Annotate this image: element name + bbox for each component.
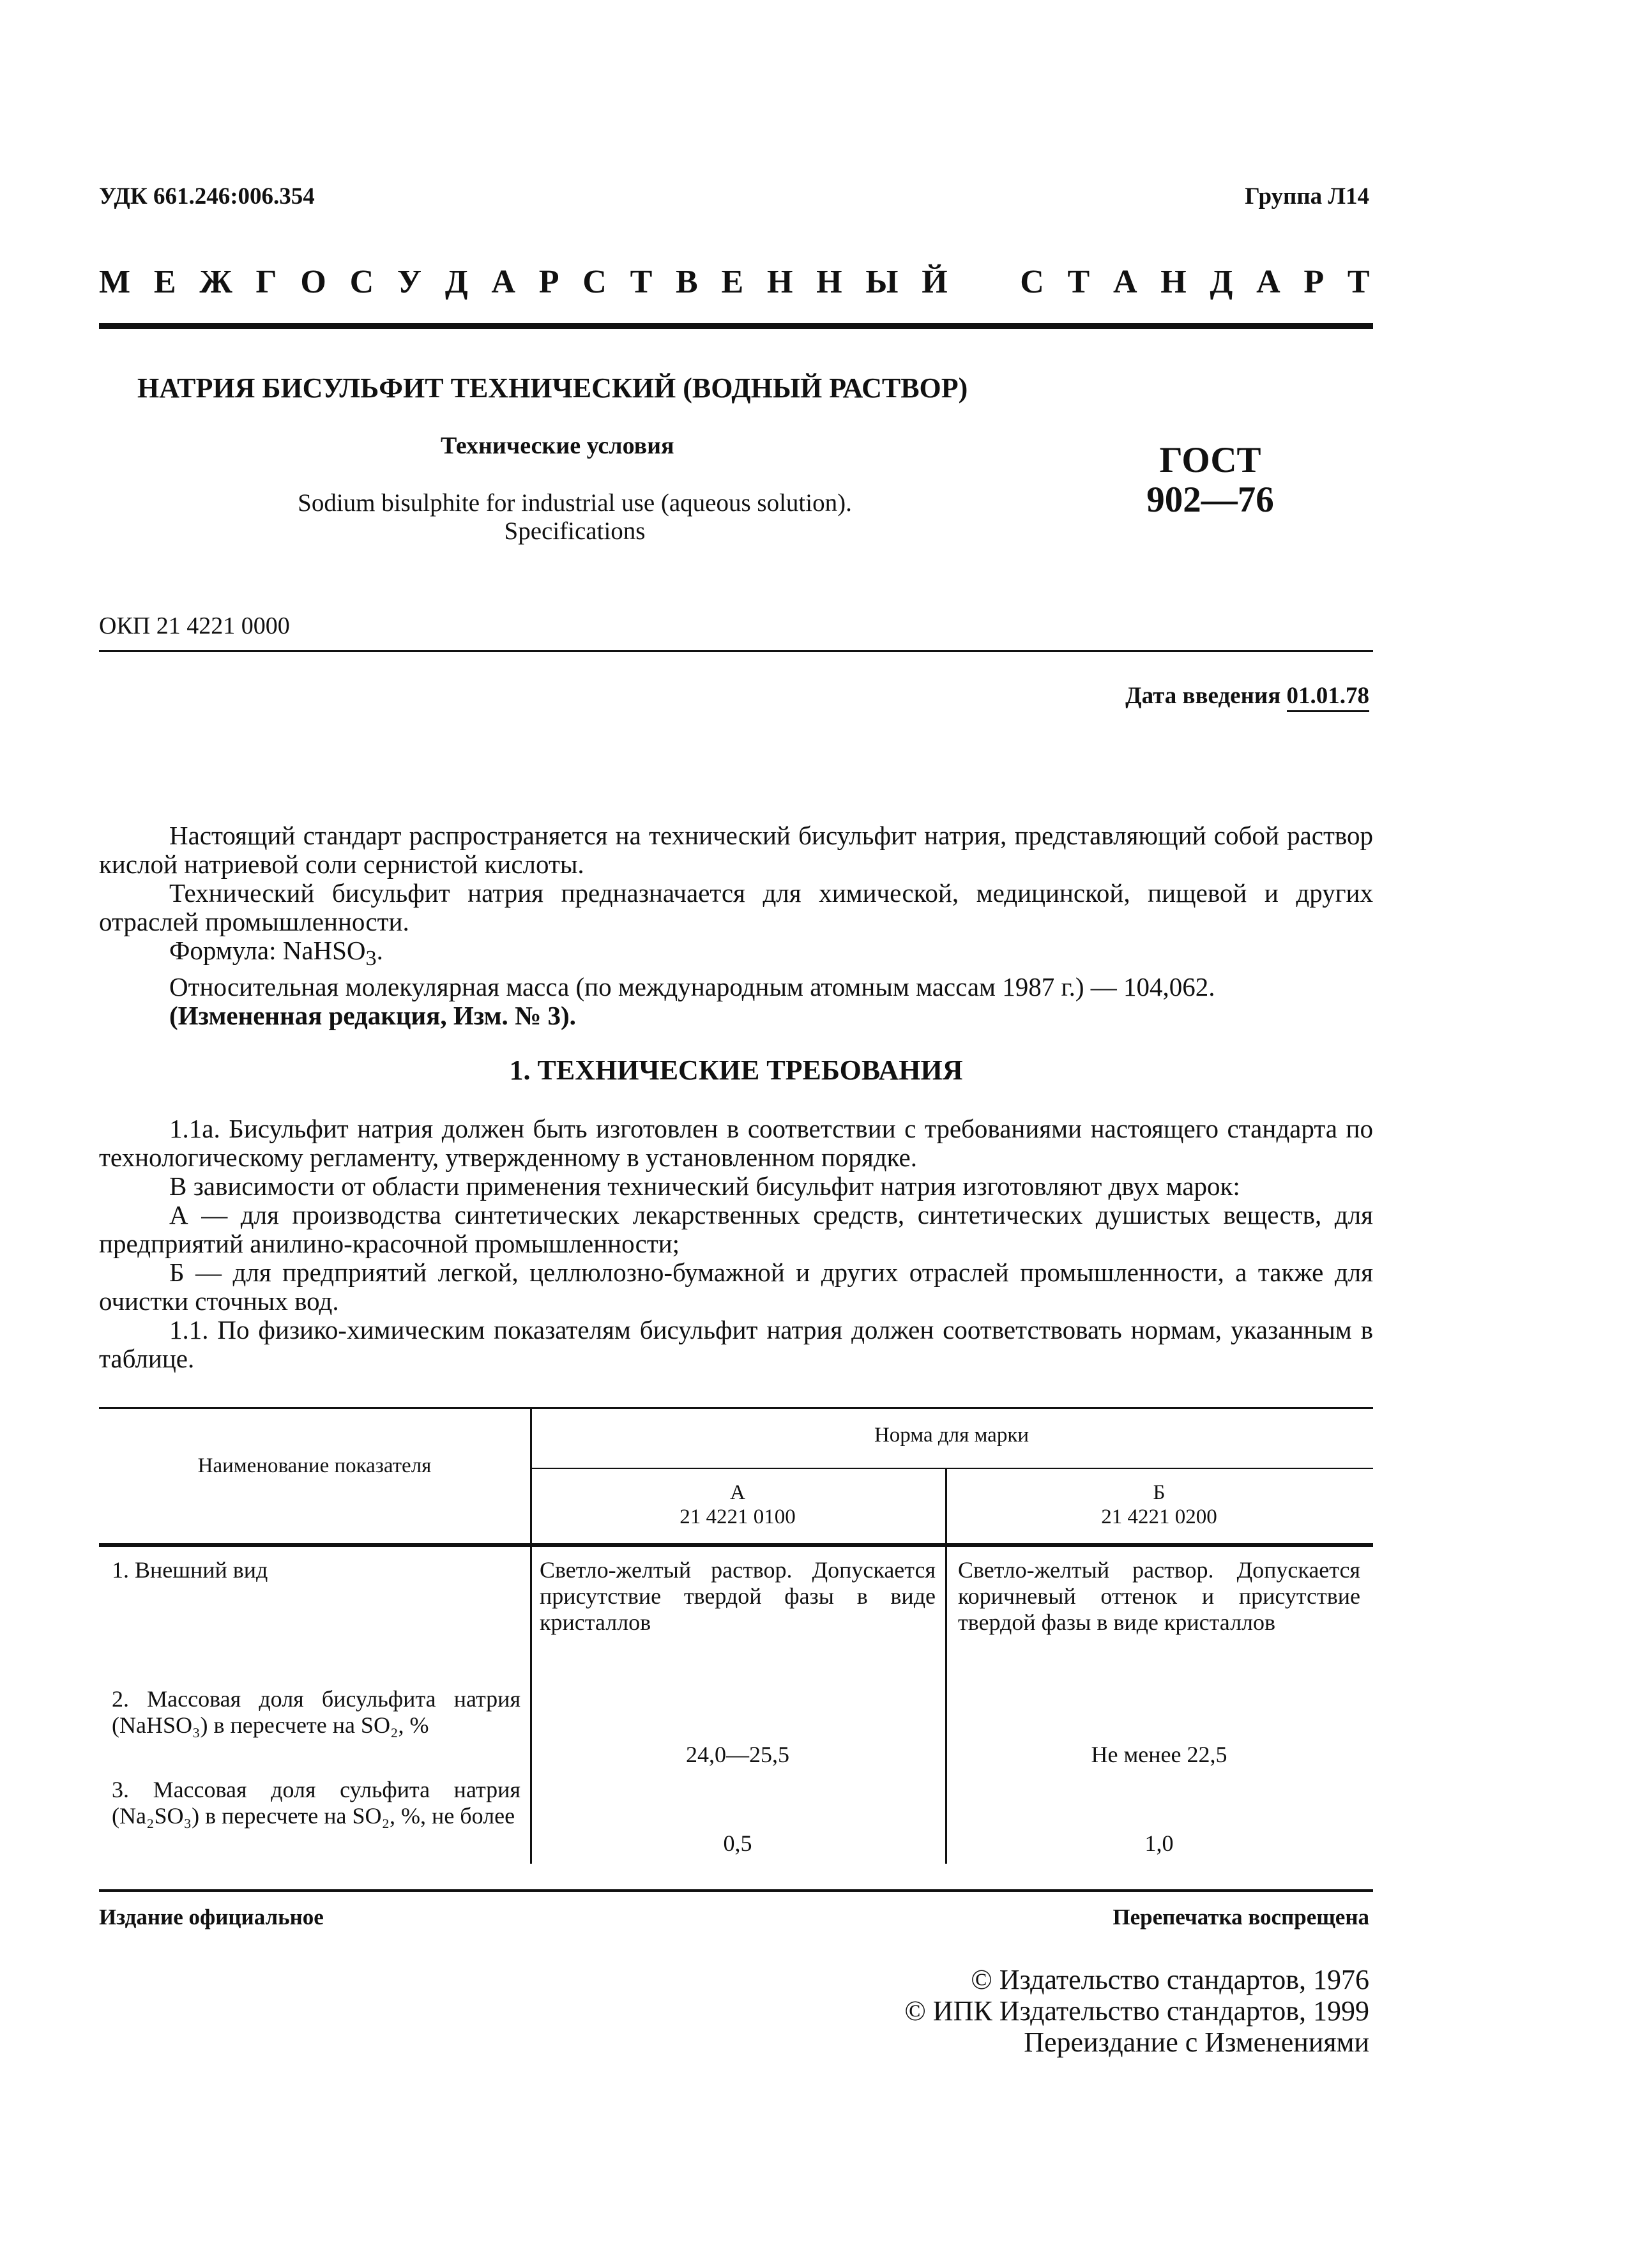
table-header-name: Наименование показателя	[197, 1454, 432, 1477]
formula-line	[99, 936, 1373, 973]
copyright-line: © Издательство стандартов, 1976	[971, 1964, 1369, 1995]
standard-type-letter: С	[1020, 264, 1044, 300]
english-title: Sodium bisulphite for industrial use (aqueous solution). Specifications	[298, 489, 852, 545]
standard-type-letter: Д	[1210, 264, 1233, 300]
standard-type-letter: В	[676, 264, 698, 300]
section-title: 1. ТЕХНИЧЕСКИЕ ТРЕБОВАНИЯ	[509, 1054, 963, 1086]
table-cell-grade-b: 1,0	[1144, 1830, 1174, 1856]
grade-b-letter: Б	[1153, 1481, 1166, 1504]
section-body	[99, 1115, 1373, 1373]
table-cell-grade-b: Светло-желтый раствор. Допускается коричневый оттенок и присутствие твердой фазы в виде кристаллов	[958, 1557, 1360, 1635]
udk-code: УДК 661.246:006.354	[99, 183, 315, 209]
standard-type-letter: А	[1256, 264, 1280, 300]
standard-type-letter: У	[397, 264, 422, 300]
grade-b-code: 21 4221 0200	[1101, 1505, 1217, 1528]
standard-type-letter: Т	[630, 264, 653, 300]
section-paragraph: 1.1а. Бисульфит натрия должен быть изготовлен в соответствии с требованиями настоящего стандарта по технологическому регламенту, утвержденному в установленном порядке.	[99, 1114, 1373, 1172]
section-paragraph: В зависимости от области применения технический бисульфит натрия изготовляют двух марок:	[169, 1171, 1240, 1201]
table-cell-name: 2. Массовая доля бисульфита натрия (NaHSO₃) в пересчете на SO₂, %	[112, 1686, 520, 1738]
standard-type-letter: Р	[538, 264, 559, 300]
intro-paragraph: Относительная молекулярная масса (по международным атомным массам 1987 г.) — 104,062.	[169, 972, 1215, 1002]
intro-paragraph: Настоящий стандарт распространяется на технический бисульфит натрия, представляющий собой раствор кислой натриевой соли сернистой кислоты.	[99, 821, 1373, 879]
okp-divider	[99, 650, 1373, 652]
word-gap	[971, 263, 996, 301]
table-header-rule	[530, 1468, 1373, 1469]
standard-type-heading	[99, 263, 1370, 301]
standard-type-letter: Р	[1303, 264, 1325, 300]
table-header-grade-b	[945, 1480, 1373, 1529]
group-code: Группа Л14	[1245, 183, 1369, 209]
table-column-divider	[530, 1409, 532, 1864]
table-header-bottom-rule	[99, 1543, 1373, 1547]
formula-subscript: 3	[365, 947, 377, 971]
okp-code: ОКП 21 4221 0000	[99, 613, 290, 639]
copyright-line: © ИПК Издательство стандартов, 1999	[904, 1995, 1369, 2027]
gost-designation	[1114, 441, 1306, 520]
document-subtitle: Технические условия	[441, 432, 674, 459]
reprint-notice: Перепечатка воспрещена	[1113, 1905, 1369, 1929]
official-edition: Издание официальное	[99, 1905, 324, 1929]
table-cell-grade-b: Не менее 22,5	[1091, 1742, 1227, 1767]
intro-paragraph: Технический бисульфит натрия предназначается для химической, медицинской, пищевой и других отраслей промышленности.	[99, 878, 1373, 936]
standard-type-letter: А	[1113, 264, 1137, 300]
standard-type-letter: Д	[444, 264, 468, 300]
standard-type-letter: Е	[721, 264, 744, 300]
table-top-rule	[99, 1407, 1373, 1409]
formula-suffix: .	[376, 936, 383, 965]
standard-type-letter: Ы	[865, 264, 899, 300]
date-label: Дата введения	[1125, 683, 1281, 709]
standard-type-letter: М	[99, 264, 131, 300]
standard-type-letter: Г	[255, 264, 277, 300]
grade-a-letter: А	[730, 1481, 745, 1504]
table-cell-name: 1. Внешний вид	[112, 1557, 268, 1583]
standard-type-letter: А	[491, 264, 515, 300]
reissue-line: Переиздание с Изменениями	[1024, 2027, 1369, 2058]
standard-type-letter: Е	[153, 264, 176, 300]
introduction-date	[1125, 682, 1369, 710]
table-cell-name: 3. Массовая доля сульфита натрия (Na₂SO₃) в пересчете на SO₂, %, не более	[112, 1777, 520, 1829]
table-header-grade-a	[530, 1480, 945, 1529]
document-title: НАТРИЯ БИСУЛЬФИТ ТЕХНИЧЕСКИЙ (ВОДНЫЙ РАСТВОР)	[137, 372, 968, 404]
standard-type-letter: С	[582, 264, 607, 300]
table-cell-grade-a: Светло-желтый раствор. Допускается присутствие твердой фазы в виде кристаллов	[540, 1557, 936, 1635]
standard-type-letter: Т	[1347, 264, 1370, 300]
header-divider	[99, 323, 1373, 329]
standard-type-letter: Ж	[199, 264, 232, 300]
standard-type-letter: Й	[922, 264, 948, 300]
standard-type-letter: Н	[1160, 264, 1187, 300]
intro-section	[99, 821, 1373, 1030]
copyright-block	[904, 1964, 1369, 2058]
section-paragraph: А — для производства синтетических лекарственных средств, синтетических душистых веществ, для предприятий анилино-красочной промышленности;	[99, 1200, 1373, 1258]
gost-number: 902—76	[1146, 480, 1274, 520]
section-paragraph: 1.1. По физико-химическим показателям бисульфит натрия должен соответствовать нормам, указанным в таблице.	[99, 1315, 1373, 1373]
table-cell-grade-a: 0,5	[723, 1830, 752, 1856]
footer-divider	[99, 1889, 1373, 1892]
date-value: 01.01.78	[1287, 683, 1370, 712]
standard-type-letter: Н	[816, 264, 842, 300]
standard-type-letter: Т	[1067, 264, 1090, 300]
formula-prefix: Формула: NaHSO	[169, 936, 366, 965]
standard-type-letter: О	[300, 264, 326, 300]
gost-label: ГОСТ	[1159, 440, 1261, 480]
table-header-norm: Норма для марки	[874, 1424, 1029, 1447]
section-paragraph: Б — для предприятий легкой, целлюлозно-бумажной и других отраслей промышленности, а также для очистки сточных вод.	[99, 1258, 1373, 1316]
grade-a-code: 21 4221 0100	[680, 1505, 796, 1528]
table-cell-grade-a: 24,0—25,5	[686, 1742, 789, 1767]
standard-type-letter: С	[349, 264, 374, 300]
standard-type-letter: Н	[766, 264, 793, 300]
amendment-note: (Измененная редакция, Изм. № 3).	[169, 1001, 576, 1031]
